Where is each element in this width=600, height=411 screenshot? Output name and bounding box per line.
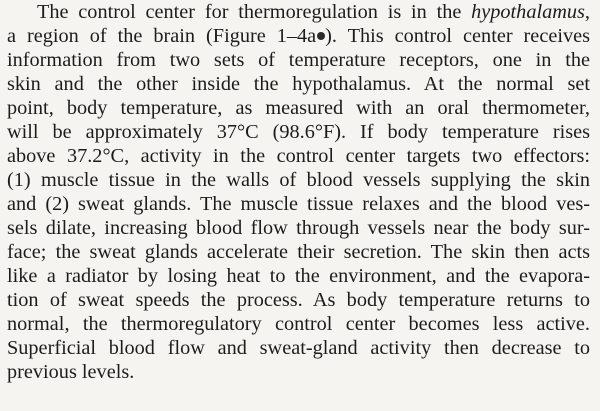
text-line-10: sels dilate, increasing blood flow through vessels near the body sur- (7, 217, 590, 239)
figure-bullet-icon (317, 32, 325, 40)
line2-before: a region of the brain (Figure 1–4a (7, 25, 317, 47)
text-line-7: above 37.2°C, activity in the control center targets two effectors: (7, 145, 590, 167)
line1-after: , (584, 1, 590, 23)
text-line-12: like a radiator by losing heat to the environment, and the evapora- (7, 265, 590, 287)
emphasis-hypothalamus: hypothalamus (471, 1, 585, 23)
text-line-14: normal, the thermoregulatory control center becomes less active. (7, 313, 590, 335)
text-line-4: skin and the other inside the hypothalamus. At the normal set (7, 73, 590, 95)
line2-after: ). This control center receives (325, 25, 590, 47)
text-line-1 (37, 0, 590, 24)
text-line-11: face; the sweat glands accelerate their secretion. The skin then acts (7, 241, 590, 263)
text-line-6: will be approximately 37°C (98.6°F). If body temperature rises (7, 121, 590, 143)
text-line-13: tion of sweat speeds the process. As body temperature returns to (7, 289, 590, 311)
text-line-3: information from two sets of temperature receptors, one in the (7, 49, 590, 71)
text-line-5: point, body temperature, as measured with an oral thermometer, (7, 97, 590, 119)
text-line-9: and (2) sweat glands. The muscle tissue relaxes and the blood ves- (7, 193, 590, 215)
text-line-15: Superficial blood flow and sweat-gland activity then decrease to (7, 337, 590, 359)
text-line-2 (7, 24, 590, 48)
text-line-16: previous levels. (7, 361, 135, 383)
text-line-8: (1) muscle tissue in the walls of blood vessels supplying the skin (7, 169, 590, 191)
line1-before: The control center for thermoregulation is in the (37, 1, 472, 23)
